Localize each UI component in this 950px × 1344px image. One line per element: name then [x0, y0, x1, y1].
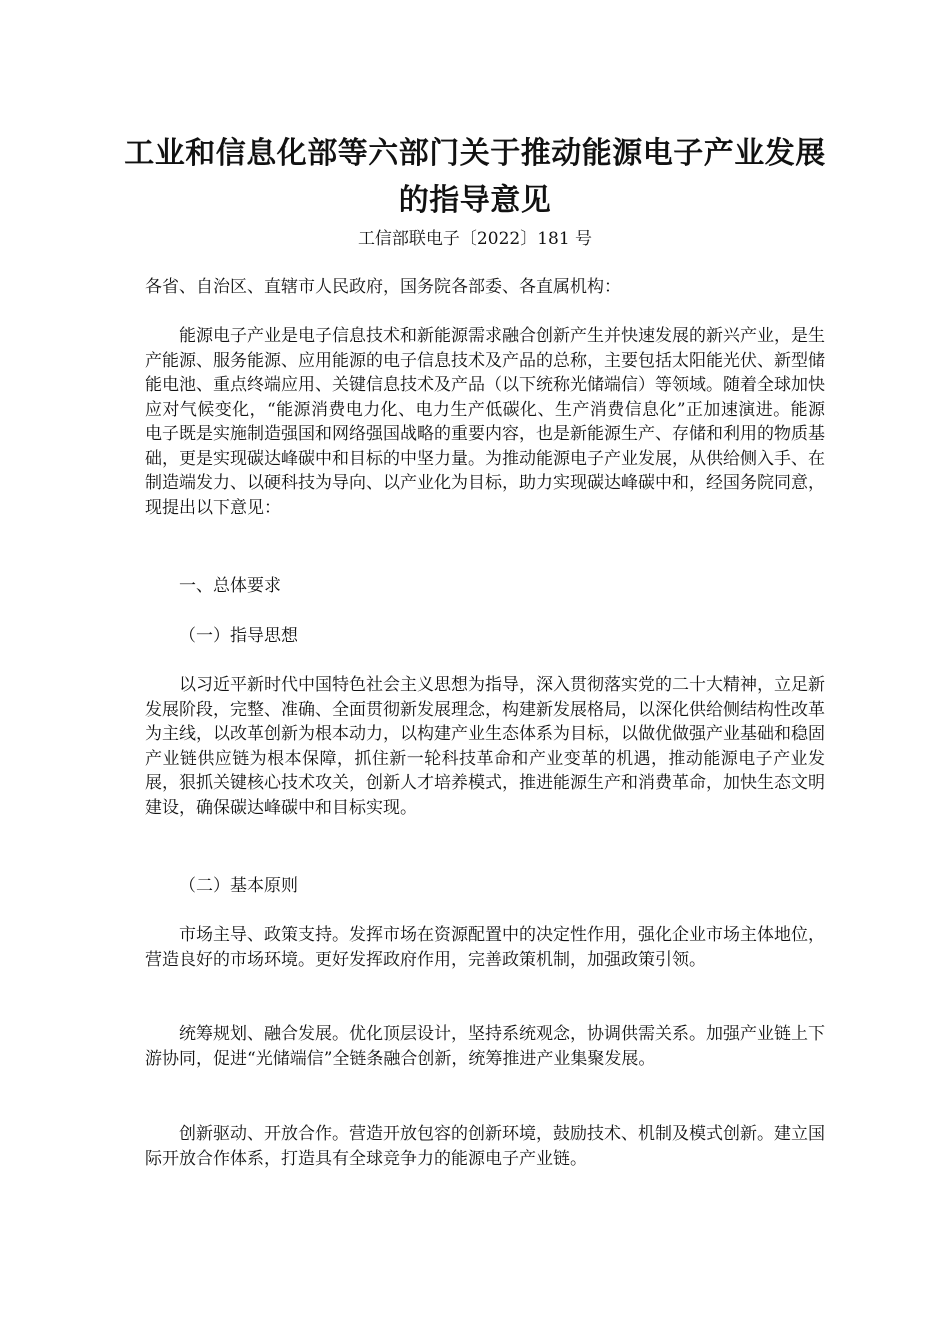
section-heading-general-requirements: 一、总体要求: [179, 576, 281, 596]
intro-paragraph: 能源电子产业是电子信息技术和新能源需求融合创新产生并快速发展的新兴产业，是生产能源、服务能源、应用能源的电子信息技术及产品的总称，主要包括太阳能光伏、新型储能电池、重点终端应用、关键信息技术及产品（以下统称光储端信）等领域。随着全球加快应对气候变化，“能源消费电力化、电力生产低碳化、生产消费信息化”正加速演进。能源电子既是实施制造强国和网络强国战略的重要内容，也是新能源生产、存储和利用的物质基础，更是实现碳达峰碳中和目标的中坚力量。为推动能源电子产业发展，从供给侧入手、在制造端发力、以硬科技为导向、以产业化为目标，助力实现碳达峰碳中和，经国务院同意，现提出以下意见：: [145, 326, 825, 518]
guiding-ideology-paragraph: 以习近平新时代中国特色社会主义思想为指导，深入贯彻落实党的二十大精神，立足新发展阶段，完整、准确、全面贯彻新发展理念，构建新发展格局，以深化供给侧结构性改革为主线，以改革创新为根本动力，以构建产业生态体系为目标，以做优做强产业基础和稳固产业链供应链为根本保障，抓住新一轮科技革命和产业变革的机遇，推动能源电子产业发展，狠抓关键核心技术攻关，创新人才培养模式，推进能源生产和消费革命，加快生态文明建设，确保碳达峰碳中和目标实现。: [145, 675, 825, 818]
subsection-heading-basic-principles: （二）基本原则: [179, 876, 298, 896]
document-title-line-1: 工业和信息化部等六部门关于推动能源电子产业发展: [124, 136, 826, 171]
addressee: 各省、自治区、直辖市人民政府，国务院各部委、各直属机构：: [145, 277, 621, 297]
document-title-line-2: 的指导意见: [398, 183, 552, 218]
document-number: 工信部联电子〔2022〕181 号: [357, 229, 593, 249]
subsection-heading-guiding-ideology: （一）指导思想: [179, 626, 298, 646]
principle-paragraph-innovation: 创新驱动、开放合作。营造开放包容的创新环境，鼓励技术、机制及模式创新。建立国际开放合作体系，打造具有全球竞争力的能源电子产业链。: [145, 1124, 825, 1169]
principle-paragraph-market: 市场主导、政策支持。发挥市场在资源配置中的决定性作用，强化企业市场主体地位，营造良好的市场环境。更好发挥政府作用，完善政策机制，加强政策引领。: [145, 925, 825, 970]
principle-paragraph-planning: 统筹规划、融合发展。优化顶层设计，坚持系统观念，协调供需关系。加强产业链上下游协同，促进“光储端信”全链条融合创新，统筹推进产业集聚发展。: [145, 1024, 825, 1069]
